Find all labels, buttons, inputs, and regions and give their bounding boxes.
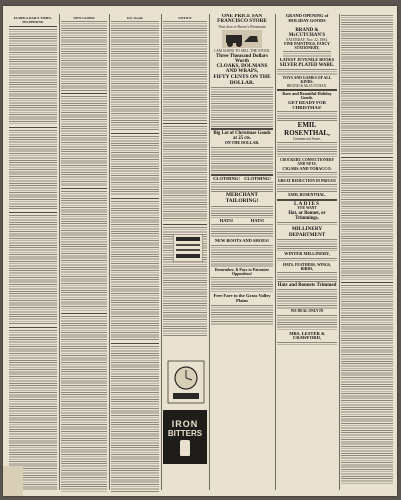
divider: [61, 93, 107, 94]
divider: [9, 327, 57, 328]
ad-date: SATURDAY, Nov. 22, 1884.: [286, 38, 328, 43]
article-text: [61, 96, 107, 186]
ad-text: [277, 258, 337, 262]
ad-text: [211, 87, 273, 127]
medicine-ad-cut-icon: [173, 234, 203, 262]
ad-shoes-title: NEW BOOTS AND SHOES!: [214, 238, 270, 244]
ad-store-line: Three Thousand Dollars Worth: [215, 53, 269, 64]
column-heading: NOTICE: [178, 16, 192, 20]
ad-text: [277, 69, 337, 75]
ad-line: GREAT REDUCTION IN PRICES!: [277, 179, 337, 184]
divider: [9, 212, 57, 213]
article-text: [111, 136, 159, 196]
divider: [61, 313, 107, 314]
ad-text: [277, 289, 337, 309]
divider: [163, 224, 207, 225]
ad-ladies-title: LADIES: [293, 200, 321, 207]
article-text: [9, 29, 57, 125]
divider: [111, 198, 159, 199]
article-text: [9, 215, 57, 325]
ad-firm-name: BRAND & McCUTCHAN.: [286, 83, 328, 88]
bitters-ad-title: BITTERS: [167, 428, 203, 438]
ad-line: SILVER PLATED WARE.: [279, 62, 335, 68]
horse-cart-cut-icon: [222, 30, 262, 48]
ad-text: [277, 111, 337, 121]
ad-text: [211, 206, 273, 218]
divider: [9, 26, 57, 27]
ad-store-subtitle: Next door to Brown's Restaurant: [218, 24, 266, 29]
ad-store-title: ONE PRICE SAN FRANCISCO STORE: [217, 14, 267, 25]
ad-text: [211, 245, 273, 267]
bottle-icon: [180, 440, 190, 456]
divider: [111, 343, 159, 344]
column-2: [61, 14, 107, 492]
ad-text: [211, 147, 273, 173]
ad-line: WE DEAL ONLY IN: [290, 308, 324, 313]
ad-line: CROCKERY, CONFECTIONERY AND NUTS,: [279, 158, 335, 167]
column-rule: [209, 14, 210, 490]
hats-row: [211, 219, 273, 224]
divider: [341, 282, 393, 283]
ad-merchant-name: EMIL ROSENTHAL,: [284, 121, 330, 137]
ad-hats-label: HATS!: [219, 217, 234, 223]
ad-text: [277, 184, 337, 192]
ad-opposition-line: Remember, It Pays to Patronize Opposition!: [214, 267, 270, 277]
ad-clothing-label: CLOTHING!: [213, 175, 240, 181]
ad-text: [211, 182, 273, 192]
divider: [211, 128, 273, 130]
divider: [341, 157, 393, 158]
column-heading: NEW GOODS: [73, 16, 95, 20]
ad-line: YOU WANT: [297, 206, 317, 211]
ad-text: [277, 222, 337, 226]
iron-ad-title: IRON: [171, 418, 199, 429]
ad-line: CIGARS AND TOBACCO.: [282, 165, 332, 171]
ad-text: [277, 172, 337, 178]
ad-store-line: FIFTY CENTS ON THE DOLLAR.: [213, 73, 271, 86]
ad-firm-name: BRAND & McCUTCHAN'S: [288, 27, 326, 38]
ad-hats-label: HATS!: [250, 217, 265, 223]
ad-merchant-name: EMIL ROSENTHAL.: [288, 192, 326, 198]
column-rule: [109, 14, 110, 490]
paper-stain: [3, 466, 23, 496]
ad-christmas-subtitle: ON THE DOLLAR.: [224, 140, 260, 146]
article-text: [61, 316, 107, 492]
column-rule: [161, 14, 162, 490]
column-6-ads: [277, 14, 337, 492]
ad-store-line: CLOAKS, DOLMANS AND WRAPS,: [216, 63, 268, 75]
article-text: [111, 346, 159, 492]
article-text: [61, 21, 107, 91]
clothing-row: [211, 177, 273, 182]
article-text: [111, 21, 159, 131]
ad-text: [283, 51, 331, 57]
ad-store-line: I AM GOING TO SELL THE STOCK: [214, 49, 270, 54]
ad-millinery-title: MILLINERY DEPARTMENT: [288, 226, 326, 238]
article-text: [163, 126, 207, 222]
ad-christmas-title: GET READY FOR CHRISTMAS!: [288, 99, 326, 110]
ad-hats-trimmed: Hats and Bonnets Trimmed: [277, 282, 337, 288]
column-rule: [59, 14, 60, 490]
article-text: [341, 15, 393, 155]
divider: [9, 127, 57, 128]
ad-line: TOYS AND GAMES OF ALL KINDS.: [282, 75, 332, 84]
ad-line: HATS, FEATHERS, WINGS, BIRDS,: [282, 262, 331, 271]
ad-firm-name: MRS. LESTER & CRAWFORD,: [289, 330, 325, 341]
ad-tailoring-title: MERCHANT TAILORING!: [225, 192, 259, 204]
divider: [163, 123, 207, 124]
illustration-cut-icon: [167, 360, 205, 404]
ad-free-fare-title: Free Fare to the Grass Valley Plains: [213, 293, 271, 304]
ad-text: [211, 305, 273, 325]
ad-holiday-header: GRAND OPENING of HOLIDAY GOODS: [285, 14, 329, 23]
column-5-ads: [211, 14, 273, 492]
ad-winter-millinery: WINTER MILLINERY,: [284, 250, 330, 256]
column-rule: [275, 14, 276, 490]
ad-line: FINE PAINTINGS, FANCY STATIONERY,: [284, 42, 330, 51]
ad-text: [277, 272, 337, 282]
column-7: [341, 14, 393, 492]
ad-text: [277, 315, 337, 331]
divider: [61, 188, 107, 189]
column-heading: Dry Goods: [127, 16, 143, 20]
article-text: [341, 285, 393, 485]
divider: [111, 133, 159, 134]
ad-text: [211, 277, 273, 293]
ad-holiday-title: Rare and Beautiful Holiday Goods.: [282, 91, 332, 101]
ad-text: [277, 239, 337, 251]
article-text: [341, 160, 393, 280]
column-rule: [339, 14, 340, 490]
ad-merchant-street: Commercial Street,: [293, 137, 321, 142]
article-text: [9, 130, 57, 210]
newspaper-page: [3, 6, 397, 496]
article-text: [111, 201, 159, 341]
article-text: [61, 191, 107, 311]
ad-line: Hat, or Bonnet, or Trimmings,: [288, 210, 326, 222]
ad-christmas-title: Big Lot of Christmas Goods at 25 cts.: [213, 131, 271, 142]
column-3: [111, 14, 159, 492]
masthead: EUREKA DAILY TIMES-TELEPHONE.: [13, 16, 53, 24]
ad-text: [277, 142, 337, 158]
column-1: [9, 14, 57, 492]
ad-text: [277, 342, 337, 346]
ad-clothing-label: CLOTHING!: [244, 175, 271, 181]
ad-text: [211, 224, 273, 238]
article-text: [163, 21, 207, 121]
ad-line: LATEST JUVENILE BOOKS: [279, 57, 335, 63]
iron-bitters-ad: [163, 410, 207, 464]
